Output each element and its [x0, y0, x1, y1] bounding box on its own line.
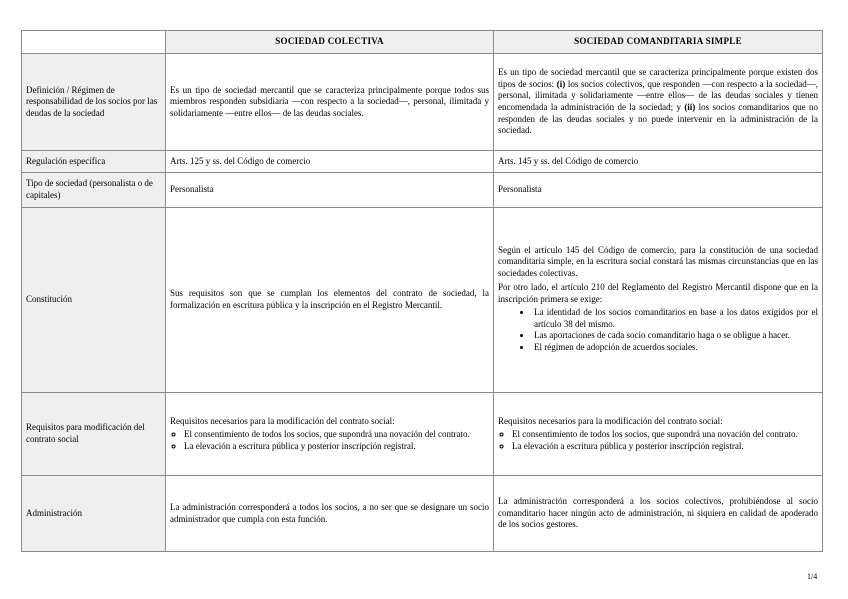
header-sociedad-colectiva: SOCIEDAD COLECTIVA	[166, 31, 494, 54]
list-item: ◦ El consentimiento de todos los socios, que supondrá una novación del contrato.	[184, 429, 489, 441]
row-definicion	[22, 54, 823, 151]
row-administracion	[22, 476, 823, 552]
cell-tipo-colectiva: Personalista	[166, 173, 494, 208]
definicion-marker-i: (i)	[556, 78, 566, 89]
row-label-administracion: Administración	[22, 476, 166, 552]
row-requisitos	[22, 393, 823, 476]
constitucion-paragraph-1: Según el artículo 145 del Código de comercio, para la constitución de una sociedad comanditaria simple, en la escritura social constará las mismas circunstancias que en las sociedades colectivas.	[498, 244, 818, 278]
requisitos-list	[498, 429, 818, 452]
header-row	[22, 31, 823, 54]
row-label-definicion: Definición / Régimen de responsabilidad de los socios por las deudas de la sociedad	[22, 54, 166, 151]
row-label-tipo: Tipo de sociedad (personalista o de capitales)	[22, 173, 166, 208]
cell-definicion-colectiva: Es un tipo de sociedad mercantil que se caracteriza principalmente porque todos sus miembros responden subsidiaria —con respecto a la sociedad—, personal, ilimitada y solidariamente —entre ellos— de las deudas sociales.	[166, 54, 494, 151]
cell-administracion-colectiva: La administración corresponderá a todos los socios, a no ser que se designare un socio administrador que cumpla con esta función.	[166, 476, 494, 552]
definicion-text-c: los socios colectivos, que responden —con respecto a la sociedad—, personal, ilimitada y solidariamente —entre ellos— de las deudas sociales y tienen encomendada la administración de la sociedad; y	[498, 78, 818, 112]
list-item: ◦ El consentimiento de todos los socios, que supondrá una novación del contrato.	[512, 429, 818, 441]
list-item: ◦ La elevación a escritura pública y posterior inscripción registral.	[512, 441, 818, 453]
list-item: • El régimen de adopción de acuerdos sociales.	[532, 342, 818, 354]
row-label-regulacion: Regulación específica	[22, 151, 166, 173]
cell-constitucion-colectiva: Sus requisitos son que se cumplan los elementos del contrato de sociedad, la formalización en escritura pública y la inscripción en el Registro Mercantil.	[166, 208, 494, 393]
constitucion-list	[498, 307, 818, 353]
cell-regulacion-comanditaria: Arts. 145 y ss. del Código de comercio	[494, 151, 823, 173]
list-item: ◦ La elevación a escritura pública y posterior inscripción registral.	[184, 441, 489, 453]
definicion-text-a: Es un tipo de sociedad mercantil que se caracteriza principalmente porque existen dos tipos de socios:	[498, 67, 818, 89]
definicion-text-e: los socios comanditarios que no responden de las deudas sociales y no puede intervenir en la administración de la sociedad.	[498, 102, 818, 136]
row-label-requisitos: Requisitos para modificación del contrato social	[22, 393, 166, 476]
cell-constitucion-comanditaria	[494, 208, 823, 393]
requisitos-intro: Requisitos necesarios para la modificación del contrato social:	[498, 415, 723, 426]
header-sociedad-comanditaria: SOCIEDAD COMANDITARIA SIMPLE	[494, 31, 823, 54]
row-label-constitucion: Constitución	[22, 208, 166, 393]
list-item: • La identidad de los socios comanditarios en base a los datos exigidos por el artículo 38 del mismo.	[532, 307, 818, 330]
cell-administracion-comanditaria: La administración corresponderá a los socios colectivos, prohibiéndose al socio comanditario hacer ningún acto de administración, ni siquiera en calidad de apoderado de los socios gestores.	[494, 476, 823, 552]
requisitos-list	[170, 429, 489, 452]
row-tipo	[22, 173, 823, 208]
cell-regulacion-colectiva: Arts. 125 y ss. del Código de comercio	[166, 151, 494, 173]
list-item: • Las aportaciones de cada socio comanditario haga o se obligue a hacer.	[532, 330, 818, 342]
requisitos-intro: Requisitos necesarios para la modificación del contrato social:	[170, 415, 395, 426]
cell-tipo-comanditaria: Personalista	[494, 173, 823, 208]
cell-definicion-comanditaria	[494, 54, 823, 151]
row-constitucion	[22, 208, 823, 393]
cell-requisitos-colectiva	[166, 393, 494, 476]
page-number: 1/4	[807, 572, 818, 581]
constitucion-paragraph-2: Por otro lado, el artículo 210 del Reglamento del Registro Mercantil dispone que en la inscripción primera se exige:	[498, 282, 818, 304]
definicion-marker-ii: (ii)	[684, 102, 696, 112]
comparison-table	[21, 30, 823, 552]
row-regulacion	[22, 151, 823, 173]
cell-requisitos-comanditaria	[494, 393, 823, 476]
header-empty-cell	[22, 31, 166, 54]
